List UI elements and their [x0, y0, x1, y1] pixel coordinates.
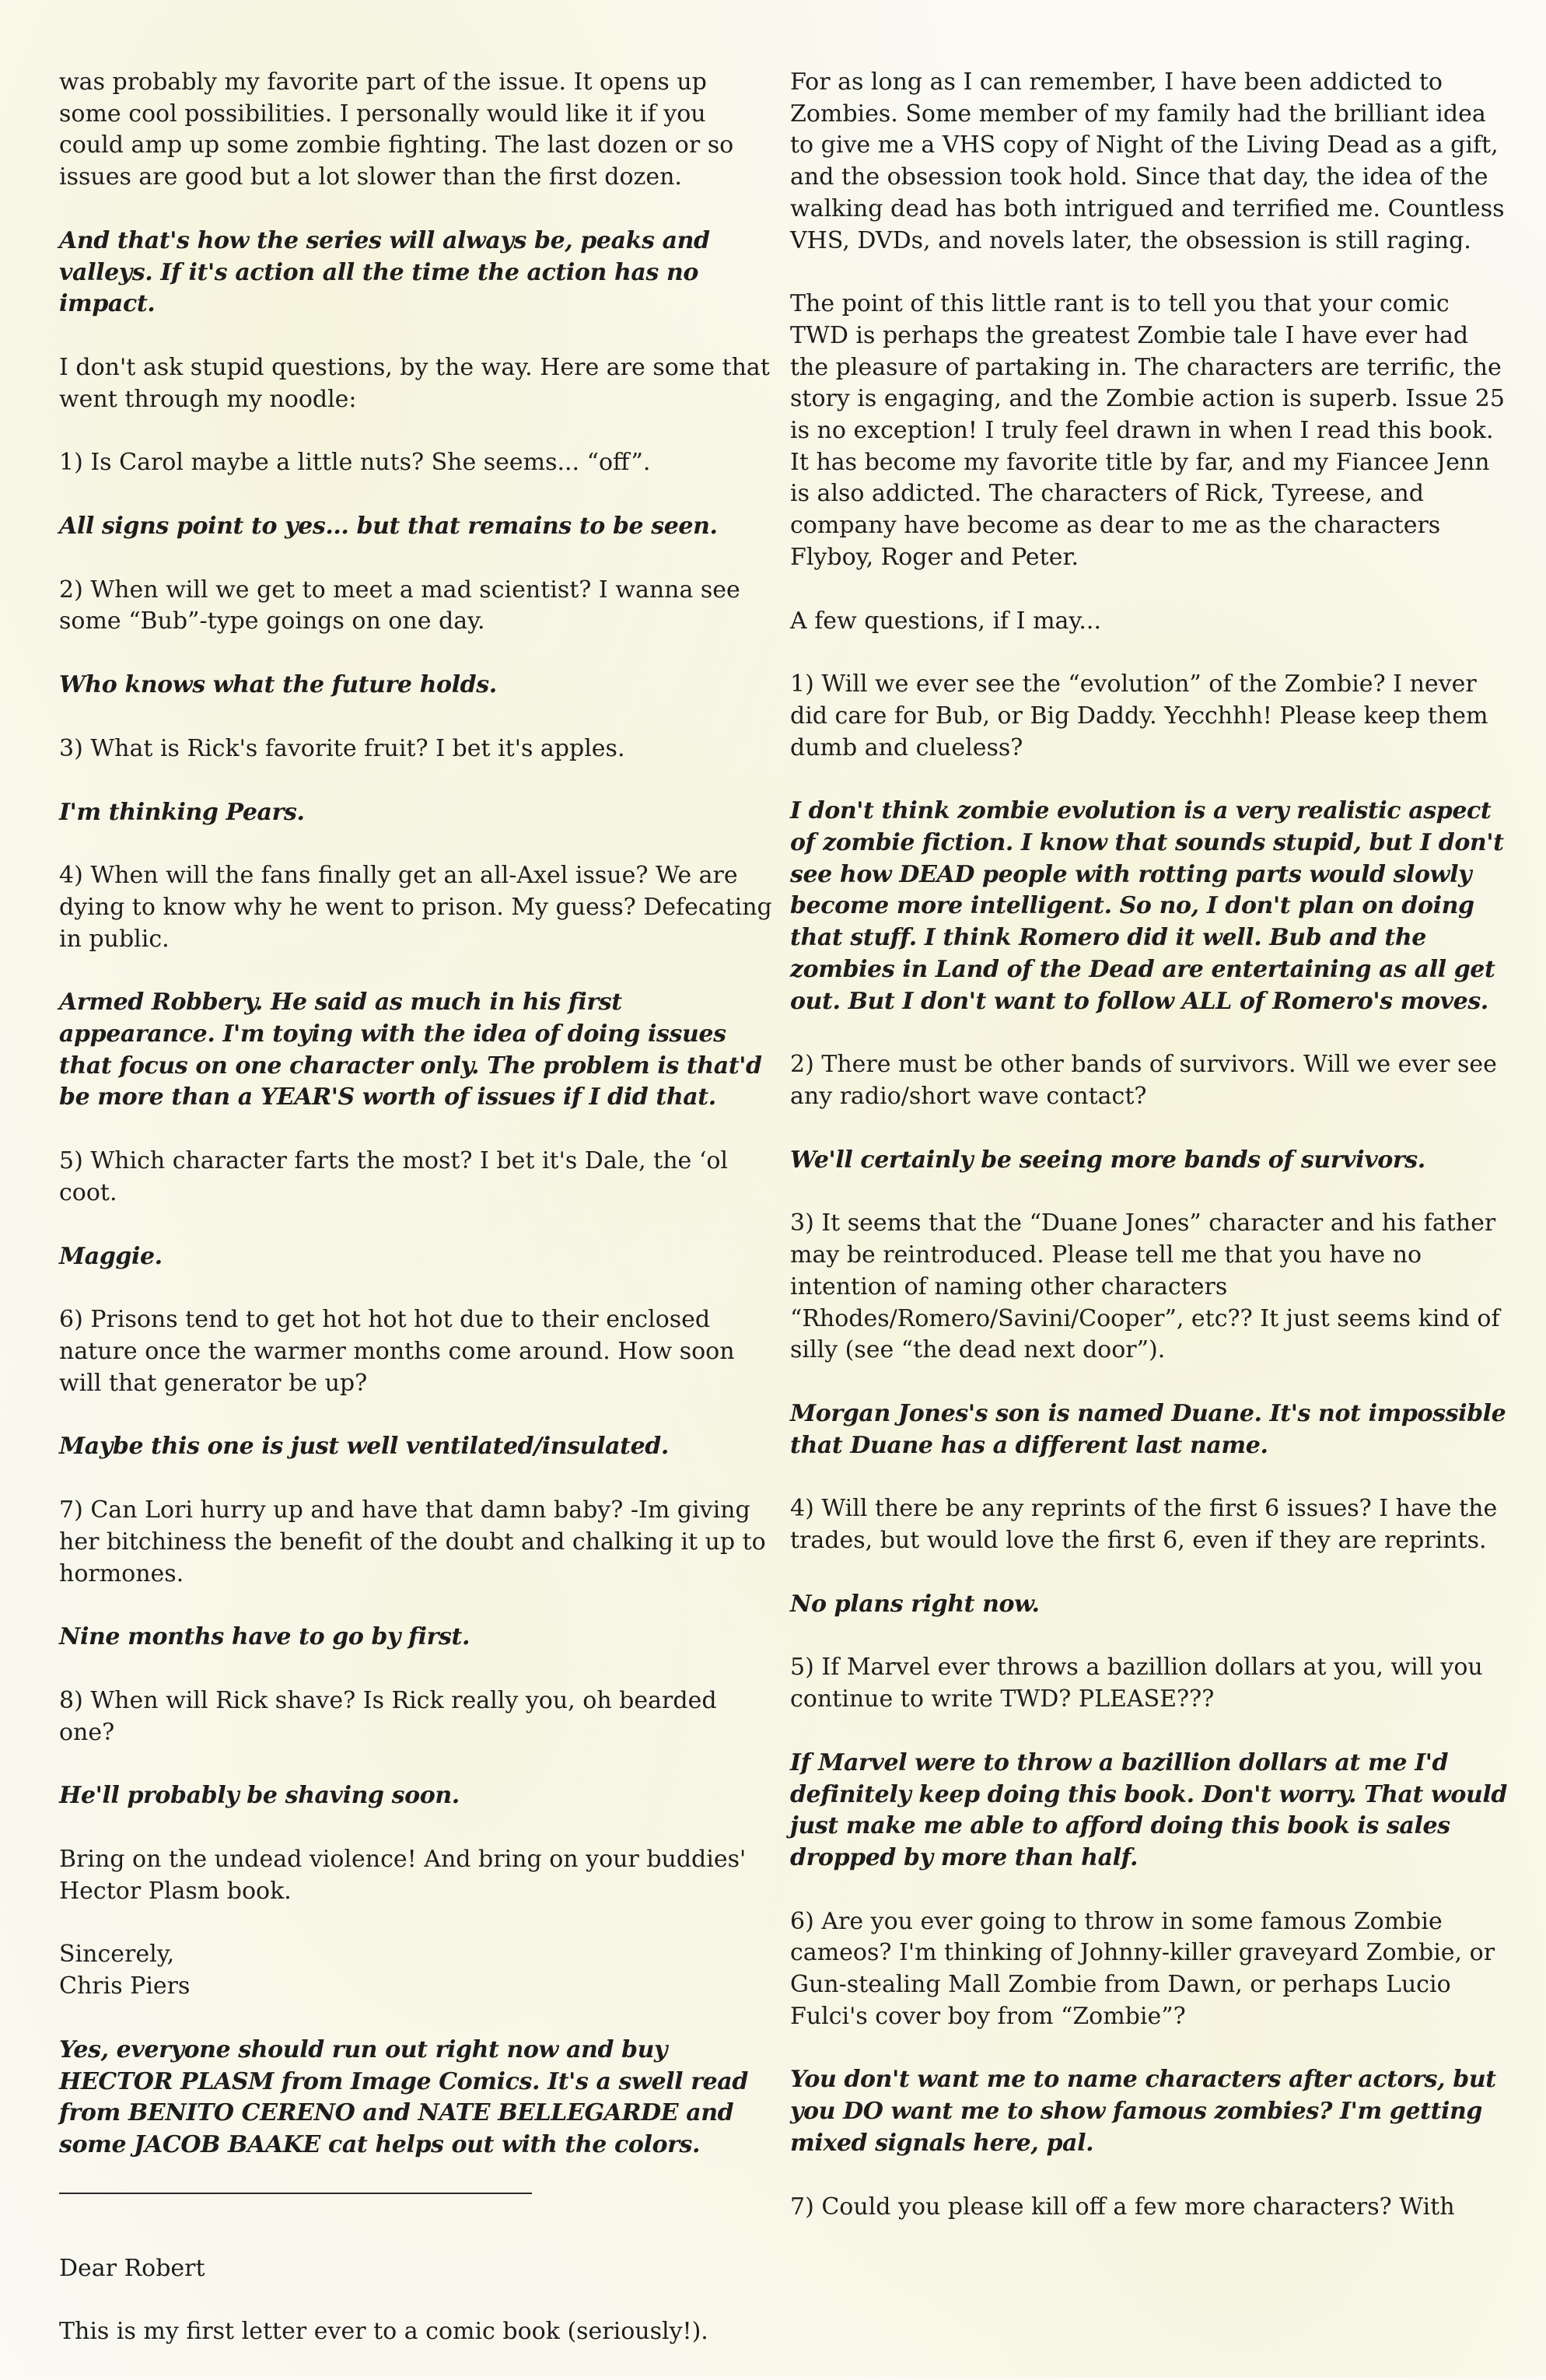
editor-reply: Nine months have to go by first. — [59, 1623, 470, 1651]
letter-paragraph: I don't ask stupid questions, by the way. Here are some that went through my noodle: — [59, 353, 770, 413]
letter-question: 2) When will we get to meet a mad scientist? I wanna see some “Bub”-type goings on one day. — [59, 576, 740, 635]
letter-question: 1) Is Carol maybe a little nuts? She seems... “off”. — [59, 449, 651, 477]
editor-reply: I don't think zombie evolution is a very realistic aspect of zombie fiction. I know that sounds stupid, but I don't see how DEAD people with rotting parts would slowly become more intelligent. So no, I don't plan on doing that stuff. I think Romero did it well. Bub and the zombies in Land of the Dead are entertaining as all get out. But I don't want to follow ALL of Romero's moves. — [790, 797, 1504, 1015]
letter-question: 3) What is Rick's favorite fruit? I bet it's apples. — [59, 734, 625, 762]
letter-paragraph: For as long as I can remember, I have been addicted to Zombies. Some member of my family had the brilliant idea to give me a VHS copy of Night of the Living Dead as a gift, and the obsession took hold. Since that day, the idea of the walking dead has both intrigued and terrified me. Countless VHS, DVDs, and novels later, the obsession is still raging. — [790, 68, 1505, 254]
editor-reply: I'm thinking Pears. — [59, 798, 305, 826]
letter-question: 4) Will there be any reprints of the first 6 issues? I have the trades, but would love the first 6, even if they are reprints. — [790, 1495, 1498, 1555]
right-column — [790, 67, 1513, 2255]
editor-reply: Armed Robbery. He said as much in his first appearance. I'm toying with the idea of doing issues that focus on one character only. The problem is that'd be more than a YEAR'S worth of issues if I did that. — [59, 989, 762, 1111]
editor-reply: If Marvel were to throw a bazillion dollars at me I'd definitely keep doing this book. Don't worry. That would just make me able to afford doing this book is sales dropped by more than half. — [790, 1748, 1507, 1871]
editor-reply: Morgan Jones's son is named Duane. It's not impossible that Duane has a different last name. — [790, 1399, 1506, 1459]
letter-question: 1) Will we ever see the “evolution” of the Zombie? I never did care for Bub, or Big Daddy. Yecchhh! Please keep them dumb and clueless? — [790, 670, 1488, 761]
letter-greeting: Dear Robert — [59, 2254, 205, 2282]
editor-reply: All signs point to yes... but that remains to be seen. — [59, 513, 718, 541]
letter-question: 7) Could you please kill off a few more characters? With — [790, 2193, 1455, 2221]
letter-question: 7) Can Lori hurry up and have that damn baby? -Im giving her bitchiness the benefit of the doubt and chalking it up to hormones. — [59, 1496, 766, 1587]
editor-reply: Who knows what the future holds. — [59, 671, 497, 699]
editor-reply: No plans right now. — [790, 1590, 1040, 1618]
letter-question: 6) Prisons tend to get hot hot hot due to their enclosed nature once the warmer months come around. How soon will that generator be up? — [59, 1306, 735, 1397]
left-column — [59, 67, 775, 2380]
letter-question: 4) When will the fans finally get an all-Axel issue? We are dying to know why he went to prison. My guess? Defecating in public. — [59, 862, 772, 953]
signoff-text: Sincerely, — [59, 1941, 175, 1969]
letter-paragraph: was probably my favorite part of the issue. It opens up some cool possibilities. I personally would like it if you could amp up some zombie fighting. The last dozen or so issues are good but a lot slower than the first dozen. — [59, 68, 734, 191]
editor-reply: Maybe this one is just well ventilated/insulated. — [59, 1433, 669, 1461]
letter-question: 8) When will Rick shave? Is Rick really you, oh bearded one? — [59, 1686, 717, 1746]
letter-question: 5) Which character farts the most? I bet it's Dale, the ‘ol coot. — [59, 1147, 729, 1206]
letter-question: 2) There must be other bands of survivors. Will we ever see any radio/short wave contact? — [790, 1051, 1497, 1110]
editor-reply: And that's how the series will always be, peaks and valleys. If it's action all the time the action has no impact. — [59, 226, 710, 318]
editor-reply: You don't want me to name characters after actors, but you DO want me to show famous zombies? I'm getting mixed signals here, pal. — [790, 2066, 1496, 2157]
letter-paragraph: A few questions, if I may... — [790, 607, 1101, 635]
letter-question: 6) Are you ever going to throw in some famous Zombie cameos? I'm thinking of Johnny-killer graveyard Zombie, or Gun-stealing Mall Zombie from Dawn, or perhaps Lucio Fulci's cover boy from “Zombie”? — [790, 1907, 1495, 2030]
letter-paragraph: The point of this little rant is to tell you that your comic TWD is perhaps the greatest Zombie tale I have ever had the pleasure of partaking in. The characters are terrific, the story is engaging, and the Zombie action is superb. Issue 25 is no exception! I truly feel drawn in when I read this book. It has become my favorite title by far, and my Fiancee Jenn is also addicted. The characters of Rick, Tyreese, and company have become as dear to me as the characters Flyboy, Roger and Peter. — [790, 290, 1505, 571]
letter-question: 5) If Marvel ever throws a bazillion dollars at you, will you continue to write TWD? PLEASE??? — [790, 1654, 1483, 1713]
editor-reply: We'll certainly be seeing more bands of survivors. — [790, 1146, 1425, 1174]
signature-name: Chris Piers — [59, 1972, 191, 2000]
letter-question: 3) It seems that the “Duane Jones” character and his father may be reintroduced. Please tell me that you have no intention of naming other characters “Rhodes/Romero/Savini/Cooper”, etc?? It just seems kind of silly (see “the dead next door”). — [790, 1209, 1500, 1364]
letter-signoff — [59, 1939, 775, 2002]
editor-reply: He'll probably be shaving soon. — [59, 1782, 460, 1810]
editor-reply: Maggie. — [59, 1242, 163, 1270]
letter-divider — [59, 2193, 532, 2194]
letter-paragraph: This is my first letter ever to a comic book (seriously!). — [59, 2318, 708, 2346]
letter-closing: Bring on the undead violence! And bring on your buddies' Hector Plasm book. — [59, 1846, 747, 1905]
editor-reply: Yes, everyone should run out right now and buy HECTOR PLASM from Image Comics. It's a swell read from BENITO CERENO and NATE BELLEGARDE and some JACOB BAAKE cat helps out with the colors. — [59, 2035, 748, 2158]
